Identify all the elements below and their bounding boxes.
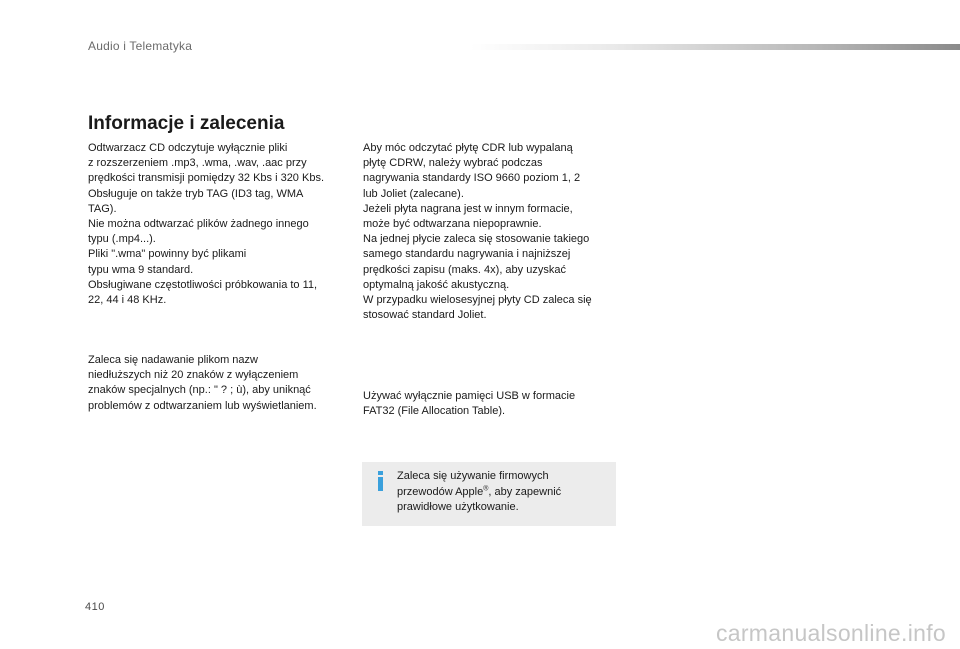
header-divider-bar — [470, 44, 960, 50]
right-paragraph-cd-standards: Aby móc odczytać płytę CDR lub wypalaną płytę CDRW, należy wybrać podczas nagrywania standardy ISO 9660 poziom 1, 2 lub Joliet (zalecane). Jeżeli płyta nagrana jest w innym formacie, może być odtwarzana niepoprawnie. Na jednej płycie zaleca się stosowanie takiego samego standardu nagrywania i najniższej prędkości zapisu (maks. 4x), aby uzyskać optymalną jakość akustyczną. W przypadku wielosesyjnej płyty CD zaleca się stosować standard Joliet. — [363, 142, 592, 322]
left-paragraph-filenames: Zaleca się nadawanie plikom nazw niedłuższych niż 20 znaków z wyłączeniem znaków specjalnych (np.: " ? ; ù), aby uniknąć problemów z odtwarzaniem lub wyświetlaniem. — [88, 354, 317, 412]
page-number: 410 — [85, 601, 105, 613]
registered-mark: ® — [483, 484, 489, 492]
info-box-text — [397, 469, 607, 516]
info-text-part-2: , aby zapewnić prawidłowe użytkowanie. — [397, 485, 562, 513]
info-box — [362, 462, 616, 526]
info-icon — [377, 471, 385, 493]
right-paragraph-usb: Używać wyłącznie pamięci USB w formacie FAT32 (File Allocation Table). — [363, 390, 576, 418]
section-heading: Informacje i zalecenia — [88, 113, 285, 134]
left-paragraph-formats: Odtwarzacz CD odczytuje wyłącznie pliki z rozszerzeniem .mp3, .wma, .wav, .aac przy prędkości transmisji pomiędzy 32 Kbs i 320 Kbs. Obsługuje on także tryb TAG (ID3 tag, WMA TAG). Nie można odtwarzać plików żadnego innego typu (.mp4...). Pliki ".wma" powinny być plikami typu wma 9 standard. Obsługiwane częstotliwości próbkowania to 11, 22, 44 i 48 KHz. — [88, 142, 324, 307]
info-text-part-1: Zaleca się używanie firmowych przewodów Apple — [397, 470, 549, 498]
header-title: Audio i Telematyka — [88, 39, 193, 53]
watermark: carmanualsonline.info — [715, 620, 946, 646]
